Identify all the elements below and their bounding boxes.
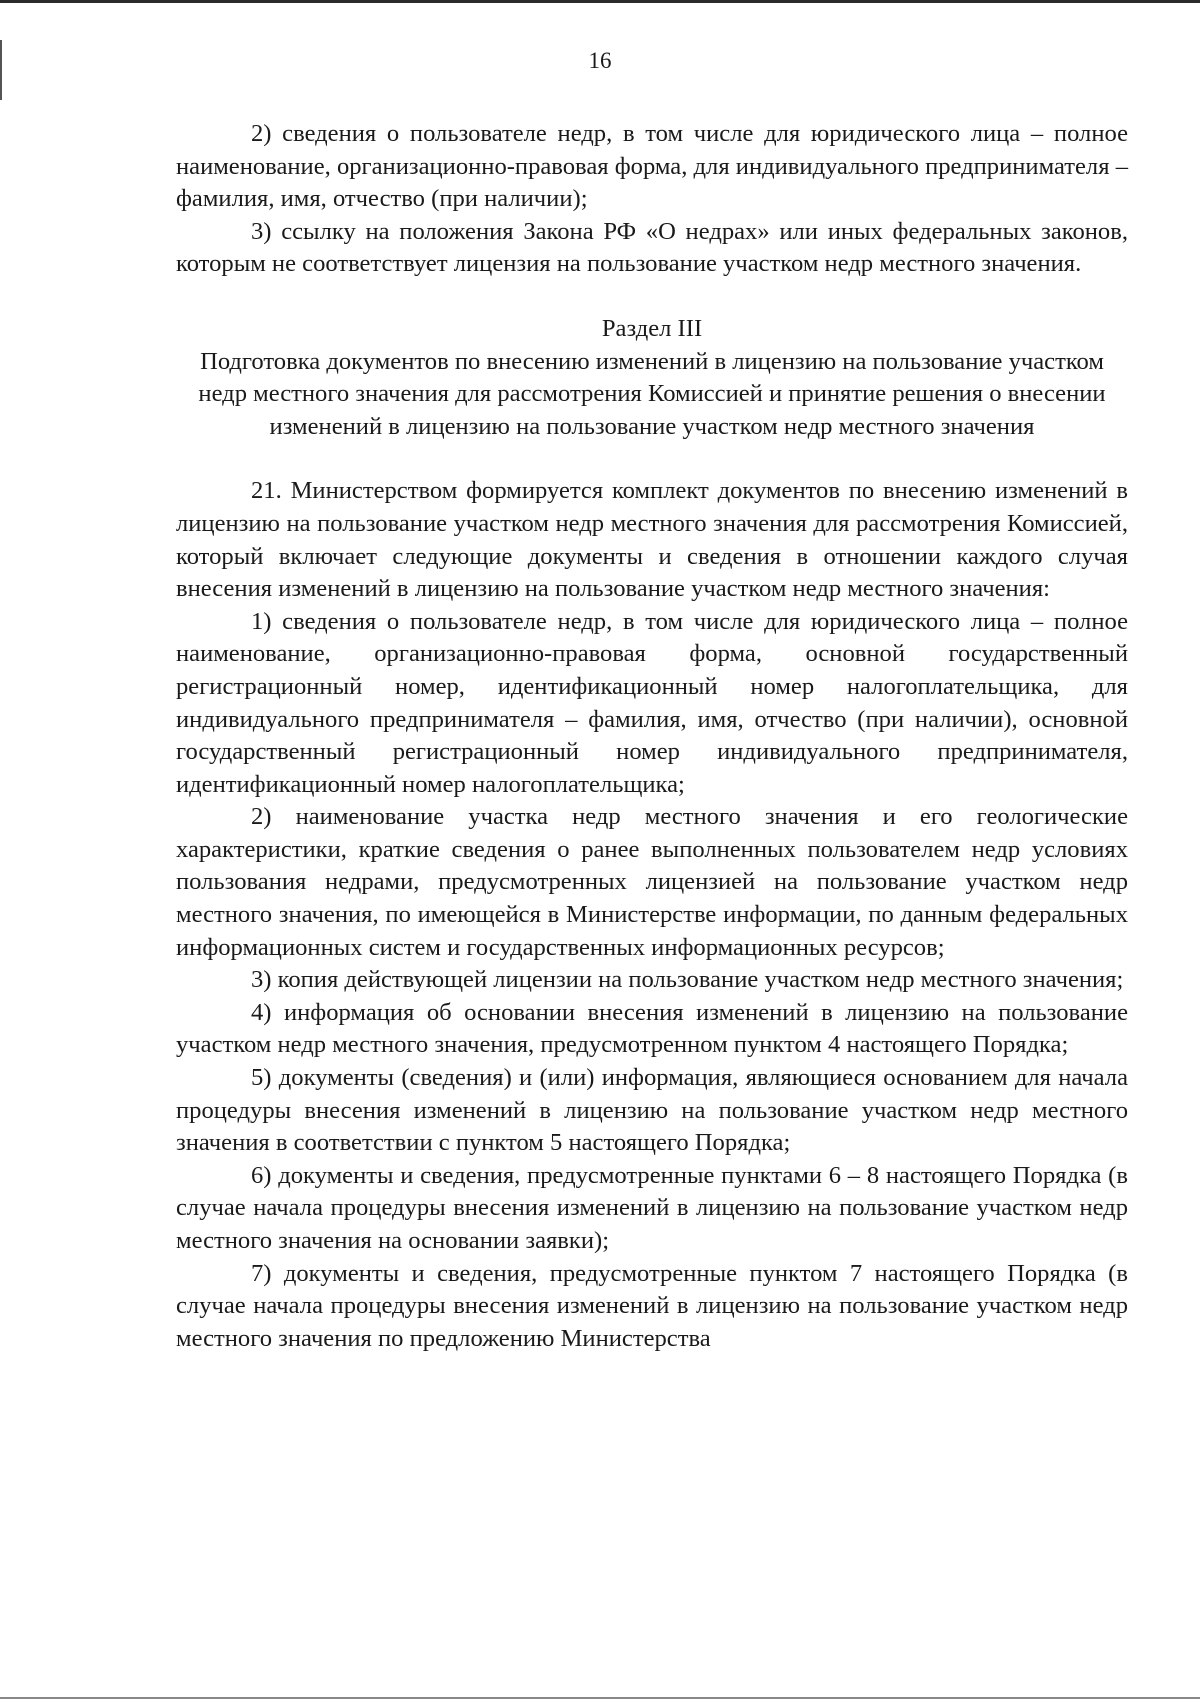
scan-edge-bottom	[0, 1697, 1200, 1699]
clause-21-item-5: 5) документы (сведения) и (или) информация, являющиеся основанием для начала процедуры внесения изменений в лицензию на пользование участком недр местного значения в соответствии с пунктом 5 настоящего Порядка;	[176, 1064, 1128, 1157]
clause-21-item-4: 4) информация об основании внесения изменений в лицензию на пользование участком недр местного значения, предусмотренном пунктом 4 настоящего Порядка;	[176, 998, 1128, 1059]
section-title: Подготовка документов по внесению изменений в лицензию на пользование участком недр местного значения для рассмотрения Комиссией и принятие решения о внесении изменений в лицензию на пользование участком недр местного значения	[198, 347, 1106, 440]
scan-edge-top	[0, 0, 1200, 3]
section-heading	[176, 313, 1128, 443]
clause-21-item-2: 2) наименование участка недр местного значения и его геологические характеристики, краткие сведения о ранее выполненных пользователем недр условиях пользования недрами, предусмотренных лицензией на пользование участком недр местного значения, по имеющейся в Министерстве информации, по данным федеральных информационных систем и государственных информационных ресурсов;	[176, 803, 1128, 961]
clause-21-item-1: 1) сведения о пользователе недр, в том числе для юридического лица – полное наименование, организационно-правовая форма, основной государственный регистрационный номер, идентификационный номер налогоплательщика, для индивидуального предпринимателя – фамилия, имя, отчество (при наличии), основной государственный регистрационный номер индивидуального предпринимателя, идентификационный номер налогоплательщика;	[176, 607, 1128, 798]
clause-21-item-3: 3) копия действующей лицензии на пользование участком недр местного значения;	[251, 966, 1124, 994]
clause-21-intro: 21. Министерством формируется комплект документов по внесению изменений в лицензию на пользование участком недр местного значения для рассмотрения Комиссией, который включает следующие документы и сведения в отношении каждого случая внесения изменений в лицензию на пользование участком недр местного значения:	[176, 477, 1128, 603]
intro-item-3: 3) ссылку на положения Закона РФ «О недрах» или иных федеральных законов, которым не соответствует лицензия на пользование участком недр местного значения.	[176, 217, 1128, 278]
document-body	[176, 118, 1128, 1355]
intro-item-2: 2) сведения о пользователе недр, в том числе для юридического лица – полное наименование, организационно-правовая форма, для индивидуального предпринимателя – фамилия, имя, отчество (при наличии);	[176, 120, 1128, 213]
page-number: 16	[588, 48, 612, 73]
section-label: Раздел III	[601, 314, 703, 342]
clause-21-item-6: 6) документы и сведения, предусмотренные пунктами 6 – 8 настоящего Порядка (в случае начала процедуры внесения изменений в лицензию на пользование участком недр местного значения на основании заявки);	[176, 1161, 1128, 1254]
clause-21-item-7: 7) документы и сведения, предусмотренные пунктом 7 настоящего Порядка (в случае начала процедуры внесения изменений в лицензию на пользование участком недр местного значения по предложению Министерства	[176, 1259, 1128, 1352]
